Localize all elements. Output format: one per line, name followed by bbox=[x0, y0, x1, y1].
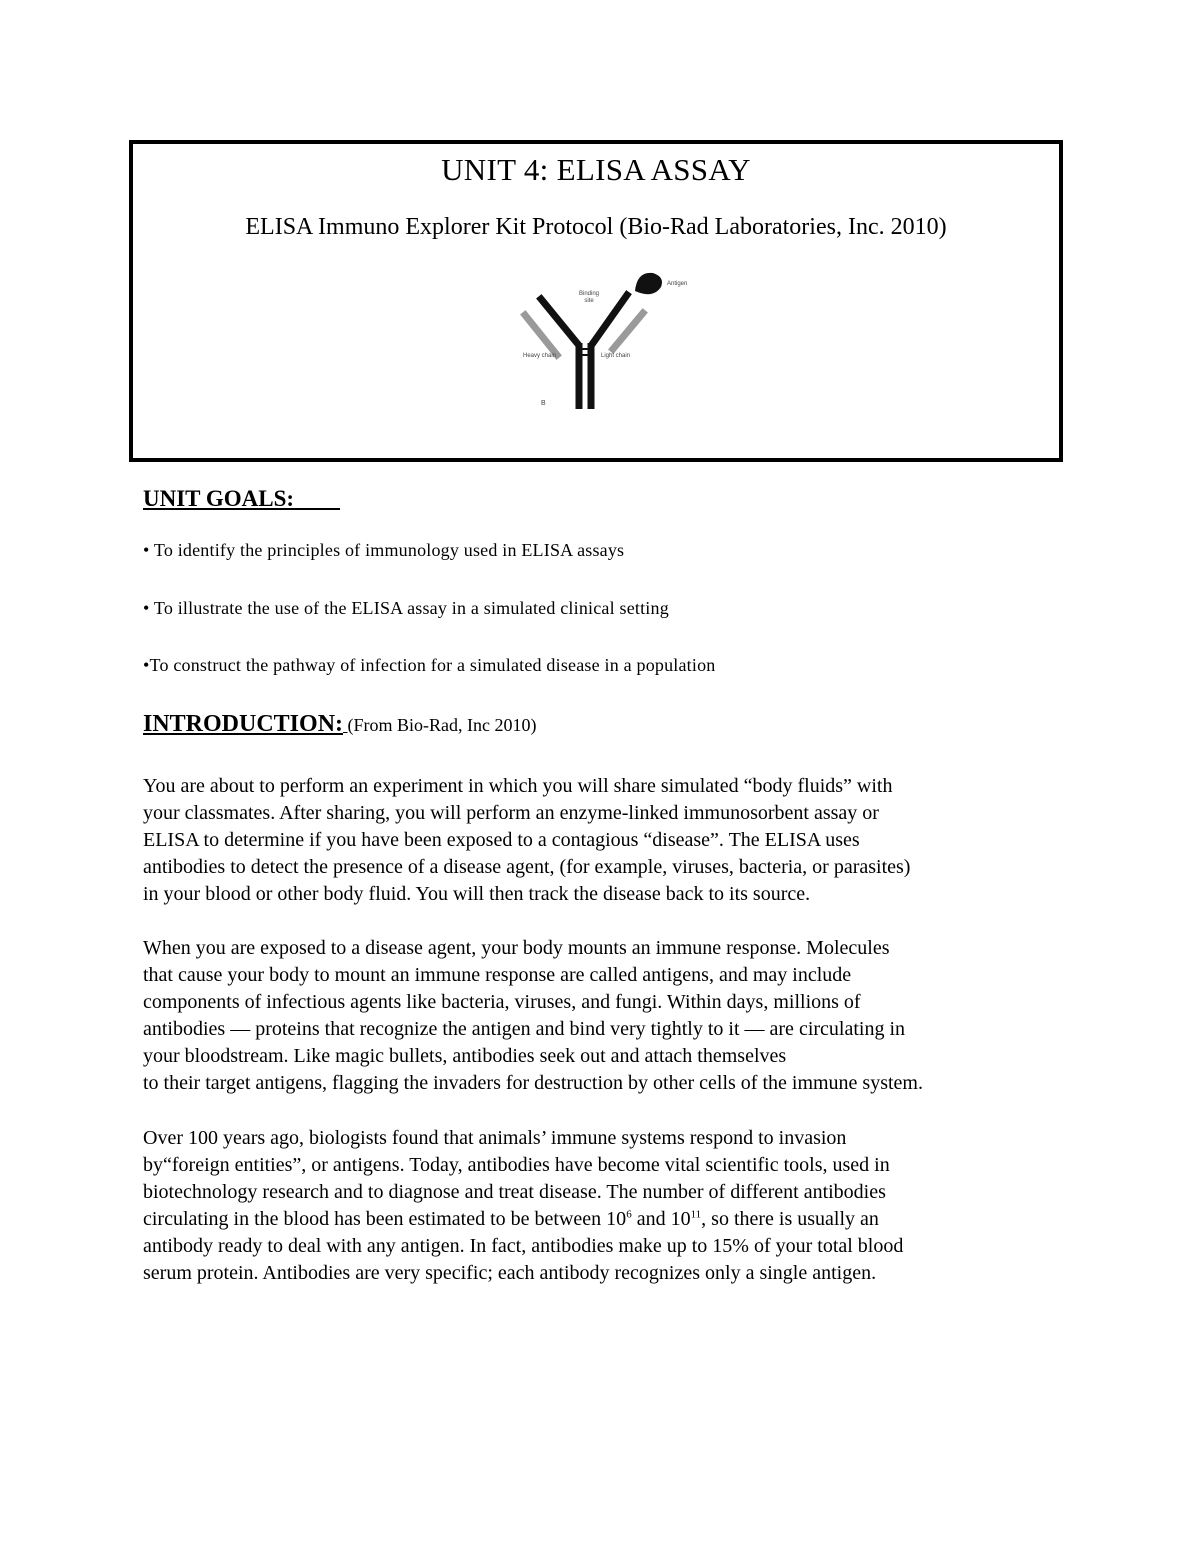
line-text: circulating in the blood has been estimated to be between 10 bbox=[143, 1208, 627, 1230]
intro-paragraph-1 bbox=[143, 773, 1063, 908]
goal-item: •To construct the pathway of infection for a simulated disease in a population bbox=[143, 655, 716, 675]
line-text: , so there is usually an bbox=[701, 1208, 879, 1230]
goal-item: • To illustrate the use of the ELISA assay in a simulated clinical setting bbox=[143, 598, 669, 618]
paragraph-line: antibodies to detect the presence of a disease agent, (for example, viruses, bacteria, or parasites) bbox=[143, 856, 911, 878]
light-chain-right bbox=[613, 313, 643, 349]
paragraph-line: to their target antigens, flagging the invaders for destruction by other cells of the immune system. bbox=[143, 1072, 923, 1094]
paragraph-line: components of infectious agents like bacteria, viruses, and fungi. Within days, millions of bbox=[143, 991, 861, 1013]
paragraph-line: ELISA to determine if you have been exposed to a contagious “disease”. The ELISA uses bbox=[143, 829, 860, 851]
paragraph-line: Over 100 years ago, biologists found that animals’ immune systems respond to invasion bbox=[143, 1127, 847, 1149]
line-text: and 10 bbox=[631, 1208, 691, 1230]
paragraph-line: by“foreign entities”, or antigens. Today, antibodies have become vital scientific tools, used in bbox=[143, 1154, 890, 1176]
title-box bbox=[129, 140, 1063, 462]
binding-site-label: Binding site bbox=[578, 291, 599, 304]
page-title: UNIT 4: ELISA ASSAY bbox=[441, 152, 751, 187]
introduction-title: INTRODUCTION: bbox=[143, 711, 344, 737]
paragraph-line: antibodies — proteins that recognize the antigen and bind very tightly to it — are circulating in bbox=[143, 1018, 906, 1040]
paragraph-line: antibody ready to deal with any antigen. In fact, antibodies make up to 15% of your total blood bbox=[143, 1235, 904, 1257]
exponent: 11 bbox=[690, 1208, 702, 1221]
paragraph-line: that cause your body to mount an immune response are called antigens, and may include bbox=[143, 964, 852, 986]
intro-paragraph-2 bbox=[143, 935, 1063, 1097]
antigen-shape bbox=[635, 273, 662, 294]
introduction-heading bbox=[143, 711, 537, 738]
paragraph-line: in your blood or other body fluid. You will then track the disease back to its source. bbox=[143, 883, 811, 905]
paragraph-line bbox=[143, 1206, 1063, 1233]
paragraph-line: your bloodstream. Like magic bullets, antibodies seek out and attach themselves bbox=[143, 1045, 787, 1067]
paragraph-line: When you are exposed to a disease agent, your body mounts an immune response. Molecules bbox=[143, 937, 890, 959]
panel-label: B bbox=[541, 400, 546, 407]
light-chain-left bbox=[525, 315, 557, 355]
paragraph-line: your classmates. After sharing, you will perform an enzyme-linked immunosorbent assay or bbox=[143, 802, 879, 824]
goal-item: • To identify the principles of immunology used in ELISA assays bbox=[143, 540, 625, 560]
antibody-figure bbox=[519, 267, 699, 417]
paragraph-line: biotechnology research and to diagnose and treat disease. The number of different antibodies bbox=[143, 1181, 886, 1203]
antigen-label: Antigen bbox=[667, 281, 688, 287]
light-chain-label: Light chain bbox=[601, 353, 631, 359]
paragraph-line: You are about to perform an experiment in which you will share simulated “body fluids” with bbox=[143, 775, 893, 797]
document-subtitle: ELISA Immuno Explorer Kit Protocol (Bio-Rad Laboratories, Inc. 2010) bbox=[245, 214, 947, 240]
introduction-source: (From Bio-Rad, Inc 2010) bbox=[347, 715, 537, 735]
paragraph-line: serum protein. Antibodies are very specific; each antibody recognizes only a single antigen. bbox=[143, 1262, 877, 1284]
heavy-chain-label: Heavy chain bbox=[523, 353, 557, 359]
unit-goals-heading: UNIT GOALS: bbox=[143, 486, 295, 511]
antibody-diagram bbox=[519, 267, 699, 417]
intro-paragraph-3 bbox=[143, 1125, 1063, 1287]
exponent: 6 bbox=[626, 1208, 632, 1221]
